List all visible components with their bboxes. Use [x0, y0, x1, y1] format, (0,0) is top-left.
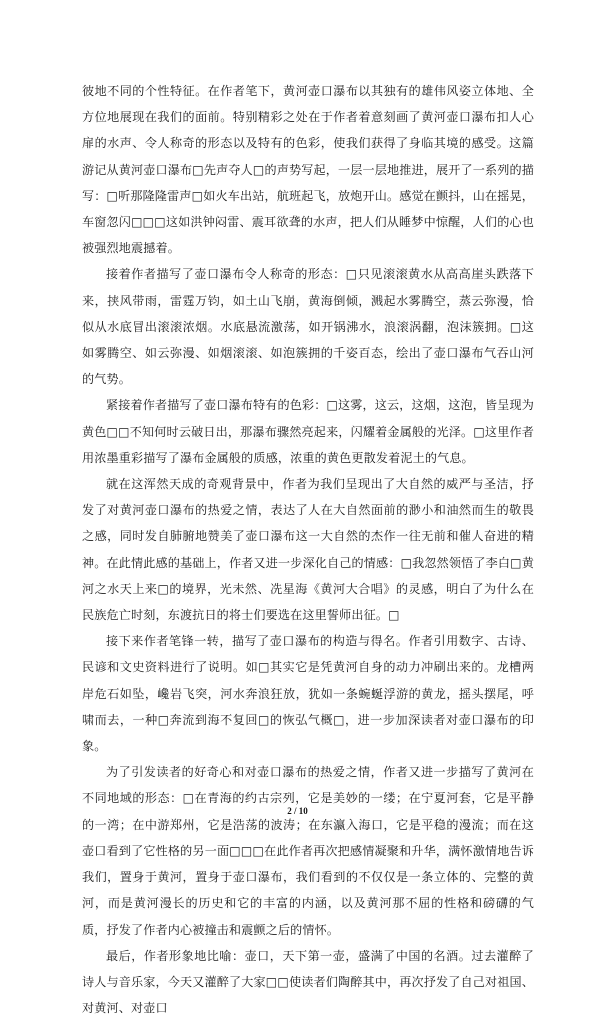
page-number: 2 / 10 [287, 806, 308, 816]
paragraph-3: 紧接着作者描写了壶口瀑布特有的色彩：□这雾，这云，这烟，这泡，皆呈现为黄色□□不知何时云破日出，那瀑布骤然亮起来，闪耀着金属般的光泽。□这里作者用浓墨重彩描写了瀑布金属般的质感，浓重的黄色更散发着泥土的气息。 [82, 398, 534, 465]
document-page [82, 78, 534, 1021]
paragraph-5: 接下来作者笔锋一转，描写了壶口瀑布的构造与得名。作者引用数字、古诗、民谚和文史资料进行了说明。如□其实它是凭黄河自身的动力冲刷出来的。龙槽两岸危石如坠，巉岩飞突，河水奔浪狂放，犹如一条蜿蜒浮游的黄龙，摇头摆尾，呼啸而去，一种□奔流到海不复回□的恢弘气概□，进一步加深读者对壶口瀑布的印象。 [82, 634, 534, 754]
paragraph-4: 就在这浑然天成的奇观背景中，作者为我们呈现出了大自然的威严与圣洁，抒发了对黄河壶口瀑布的热爱之情，表达了人在大自然面前的渺小和油然而生的敬畏之感，同时发自肺腑地赞美了壶口瀑布这一大自然的杰作一往无前和催人奋进的精神。在此情此感的基础上，作者又进一步深化自己的情感：□我忽然领悟了李白□黄河之水天上来□的境界，光未然、冼星海《黄河大合唱》的灵感，明白了为什么在民族危亡时刻，东渡抗日的将士们要选在这里誓师出征。□ [82, 477, 534, 623]
paragraph-7: 最后，作者形象地比喻：壶口，天下第一壶，盛满了中国的名酒。过去灌醉了诗人与音乐家，今天又灌醉了大家□□使读者们陶醉其中，再次抒发了自己对祖国、对黄河、对壶口 [82, 948, 534, 1016]
paragraph-6: 为了引发读者的好奇心和对壶口瀑布的热爱之情，作者又进一步描写了黄河在不同地域的形态：□在青海的约古宗列，它是美妙的一缕；在宁夏河套，它是平静的一湾；在中游郑州，它是浩荡的波涛；在东瀛入海口，它是平稳的漫流；而在这壶口看到了它性格的另一面□□□在此作者再次把感情凝聚和升华，满怀激情地告诉我们，置身于黄河，置身于壶口瀑布，我们看到的不仅仅是一条立体的、完整的黄河，而是黄河漫长的历史和它的丰富的内涵，以及黄河那不屈的性格和磅礴的气质，抒发了作者内心被撞击和震颤之后的情怀。 [82, 765, 534, 937]
paragraph-2: 接着作者描写了壶口瀑布令人称奇的形态：□只见滚滚黄水从高高崖头跌落下来，挟风带雨，雷霆万钧，如土山飞崩，黄海倒倾，溅起水雾腾空，蒸云弥漫，恰似从水底冒出滚滚浓烟。水底悬流激荡，如开锅沸水，浪滚涡翻，泡沫簇拥。□这如雾腾空、如云弥漫、如烟滚滚、如泡簇拥的千姿百态，绘出了壶口瀑布气吞山河的气势。 [82, 267, 534, 387]
paragraph-1: 彼地不同的个性特征。在作者笔下，黄河壶口瀑布以其独有的雄伟风姿立体地、全方位地展现在我们的面前。特别精彩之处在于作者着意刻画了黄河壶口瀑布扣人心扉的水声、令人称奇的形态以及特有的色彩，使我们获得了身临其境的感受。这篇游记从黄河壶口瀑布□先声夺人□的声势写起，一层一层地推进，展开了一系列的描写：□听那隆隆雷声□如火车出站，航班起飞，放炮开山。感觉在颤抖，山在摇晃，车窗忽闪□□□这如洪钟闷雷、震耳欲聋的水声，把人们从睡梦中惊醒，人们的心也被强烈地震撼着。 [82, 84, 534, 256]
